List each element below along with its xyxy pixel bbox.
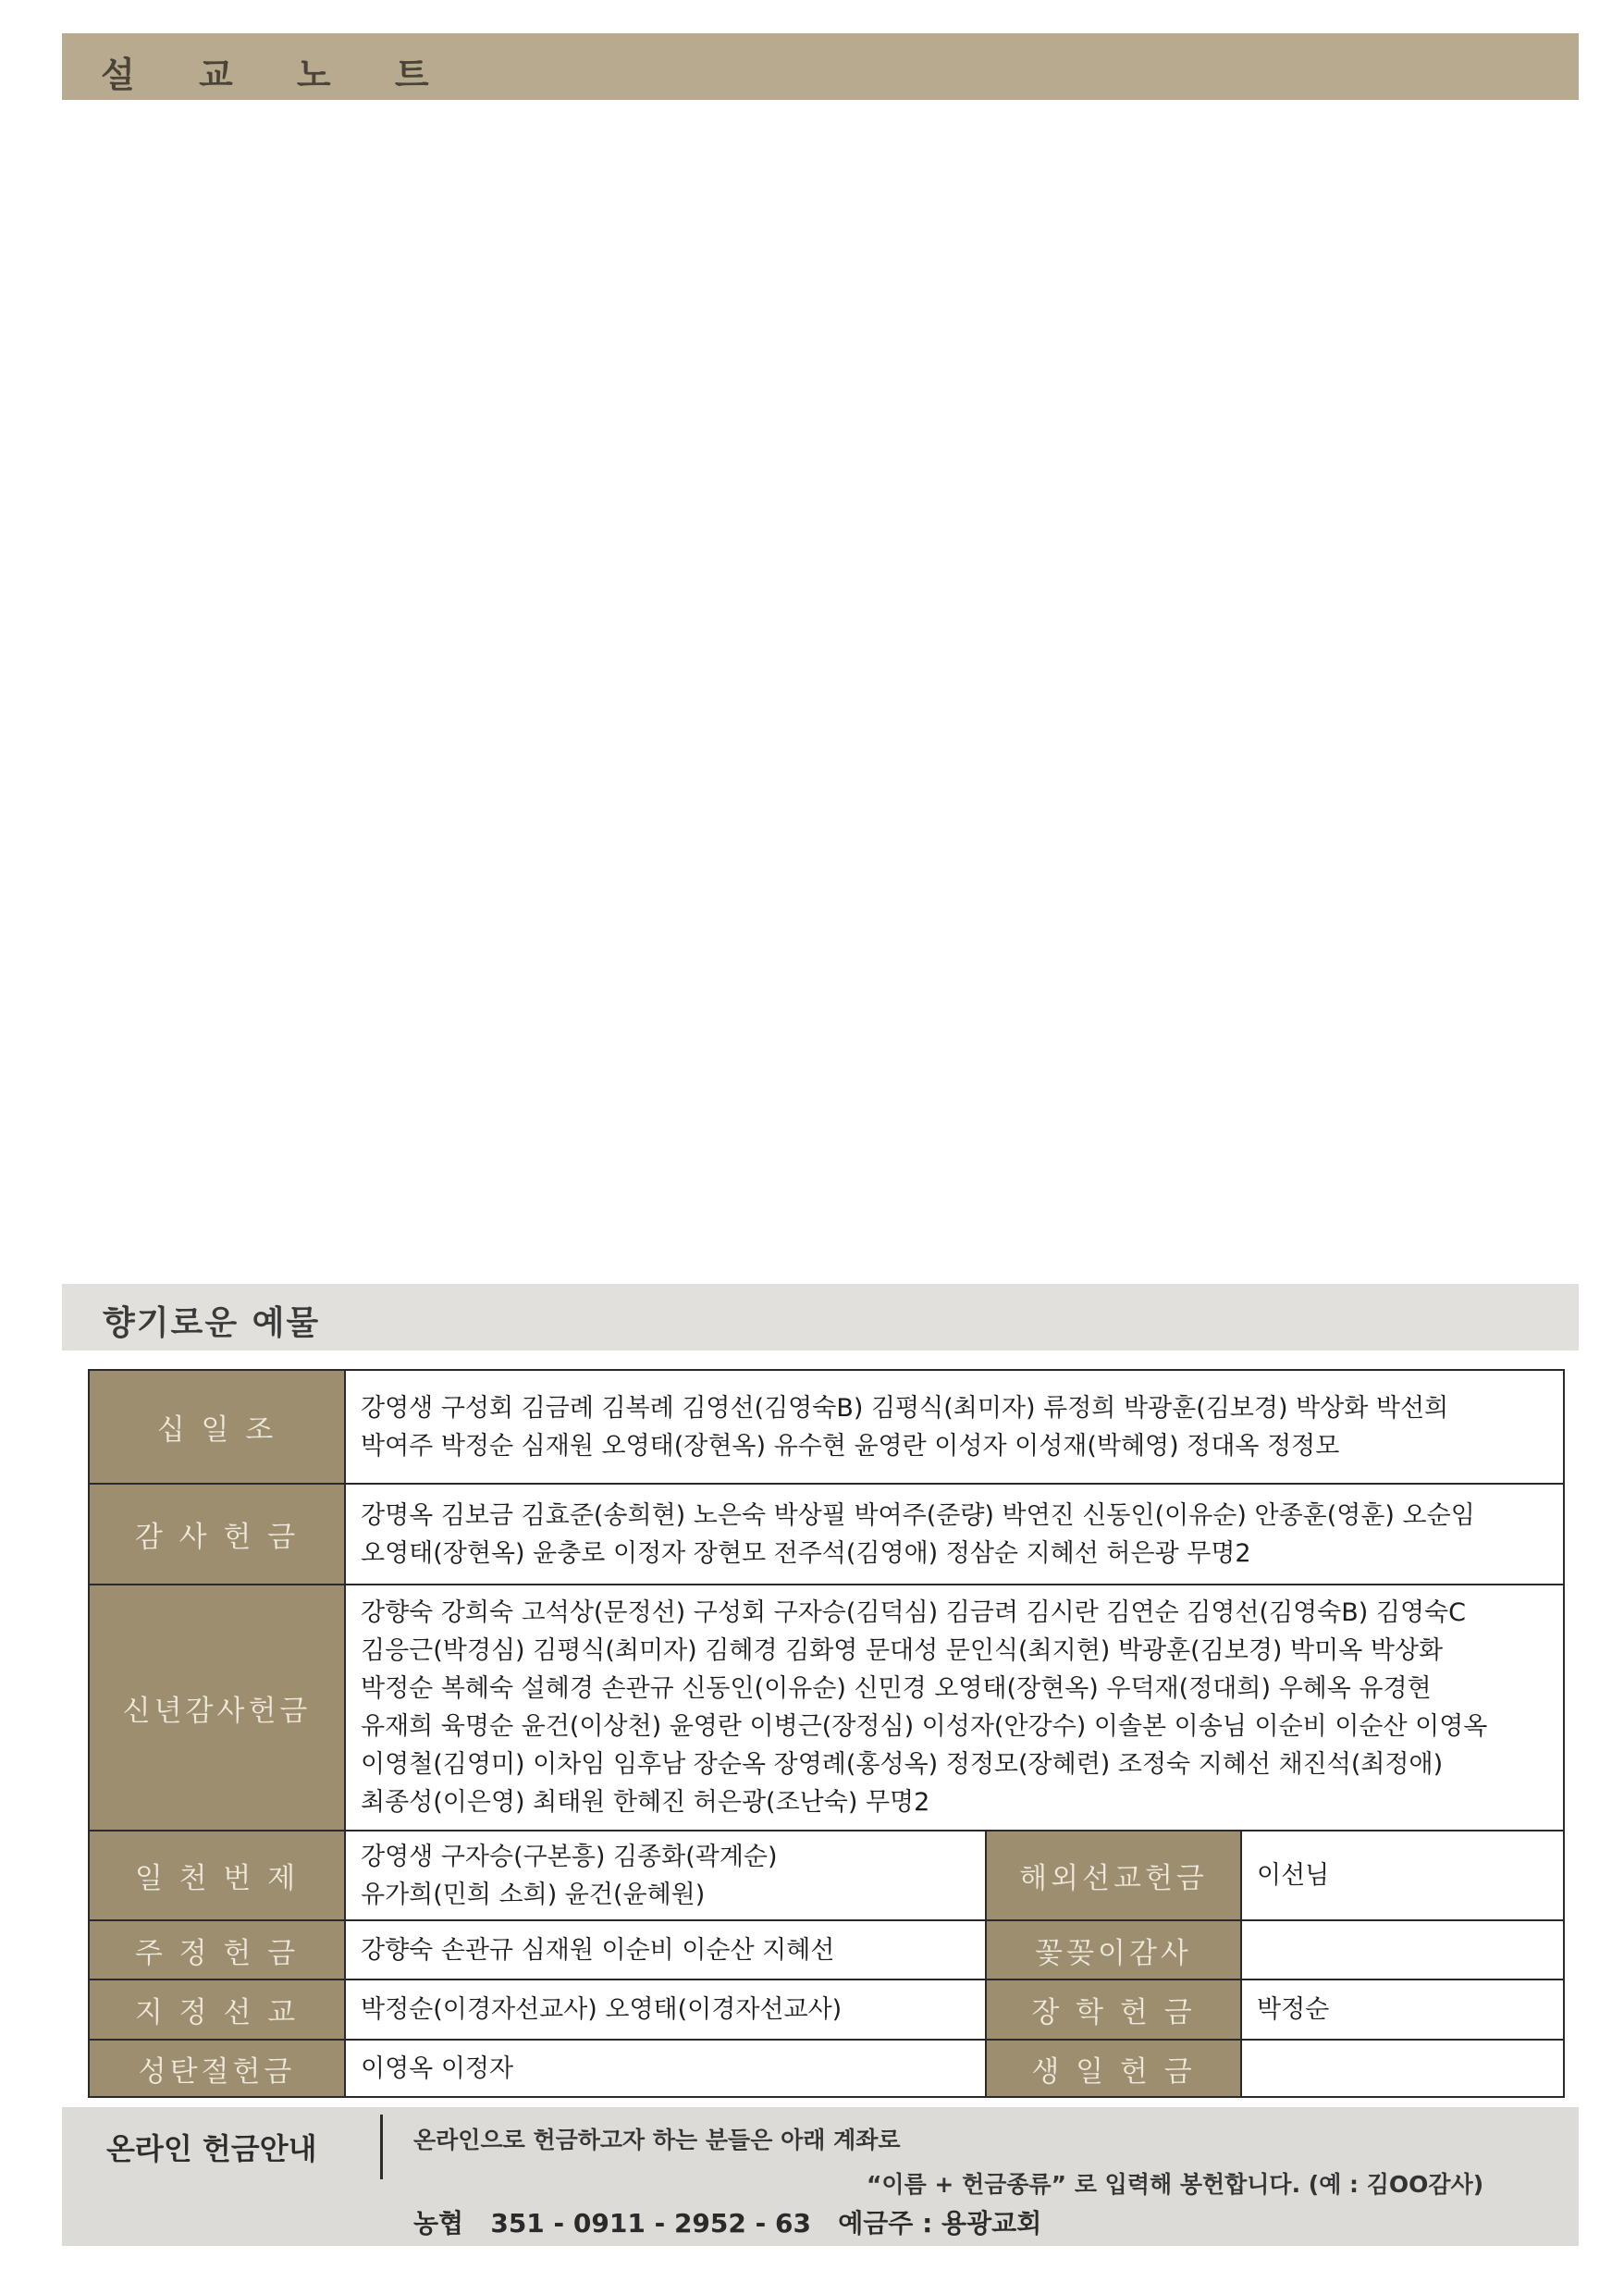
row-label-designated-mission: 지 정 선 교 (89, 1980, 345, 2040)
row-label-new-year-thanksgiving: 신년감사헌금 (89, 1585, 345, 1831)
row-label-tithe: 십 일 조 (89, 1370, 345, 1484)
online-offering-title: 온라인 헌금안내 (106, 2131, 317, 2166)
row-label-overseas-mission: 해외선교헌금 (986, 1831, 1241, 1920)
name-line: 이영옥 이정자 (361, 2054, 514, 2083)
table-row (89, 2040, 1564, 2097)
table-row (89, 1831, 1564, 1920)
bank-account-info: 농협 351 - 0911 - 2952 - 63 예금주 : 용광교회 (413, 2208, 1042, 2238)
row-value-weekly-offering (345, 1920, 986, 1980)
sermon-notes-banner (62, 33, 1579, 100)
row-label-thanksgiving: 감 사 헌 금 (89, 1484, 345, 1585)
page-title: 설 교 노 트 (101, 55, 455, 95)
row-label-weekly-offering: 주 정 헌 금 (89, 1920, 345, 1980)
row-value-flower-thanks (1241, 1920, 1564, 1980)
name-line: 유재희 육명순 윤건(이상천) 윤영란 이병근(장정심) 이성자(안강수) 이솔본 이송님 이순비 이순산 이영옥 (361, 1712, 1488, 1741)
online-offering-panel (62, 2107, 1579, 2246)
name-line: 강명옥 김보금 김효준(송희현) 노은숙 박상필 박여주(준량) 박연진 신동인(이유순) 안종훈(영훈) 오순임 (361, 1500, 1475, 1530)
online-instruction-2: “이름 + 헌금종류” 로 입력해 봉헌합니다. (예 : 김OO감사) (867, 2171, 1484, 2198)
row-label-flower-thanks: 꽃꽂이감사 (986, 1920, 1241, 1980)
name-line: 강영생 구성회 김금례 김복례 김영선(김영숙B) 김평식(최미자) 류정희 박광훈(김보경) 박상화 박선희 (361, 1393, 1449, 1423)
row-value-thanksgiving (345, 1484, 1564, 1585)
row-value-overseas-mission: 이선님 (1241, 1831, 1564, 1920)
name-line: 강향숙 손관규 심재원 이순비 이순산 지혜선 (361, 1935, 835, 1965)
name-line: 이영철(김영미) 이차임 임후남 장순옥 장영례(홍성옥) 정정모(장혜련) 조정숙 지혜선 채진석(최정애) (361, 1750, 1444, 1779)
name-line: 오영태(장현옥) 윤충로 이정자 장현모 전주석(김영애) 정삼순 지혜선 허은광 무명2 (361, 1538, 1251, 1568)
row-value-tithe (345, 1370, 1564, 1484)
name-line: 강영생 구자승(구본흥) 김종화(곽계순) (361, 1842, 778, 1871)
row-value-scholarship: 박정순 (1241, 1980, 1564, 2040)
online-instruction-1: 온라인으로 헌금하고자 하는 분들은 아래 계좌로 (413, 2127, 901, 2153)
row-label-scholarship: 장 학 헌 금 (986, 1980, 1241, 2040)
row-value-birthday-offering (1241, 2040, 1564, 2097)
divider (380, 2115, 383, 2179)
offering-section-header (62, 1284, 1579, 1350)
name-line: 김응근(박경심) 김평식(최미자) 김혜경 김화영 문대성 문인식(최지현) 박광훈(김보경) 박미옥 박상화 (361, 1636, 1444, 1665)
table-row (89, 1484, 1564, 1585)
name-line: 강향숙 강희숙 고석상(문정선) 구성회 구자승(김덕심) 김금려 김시란 김연순 김영선(김영숙B) 김영숙C (361, 1598, 1467, 1627)
table-row (89, 1370, 1564, 1484)
name-line: 박정순 복혜숙 설혜경 손관규 신동인(이유순) 신민경 오영태(장현옥) 우덕재(정대희) 우혜옥 유경현 (361, 1674, 1432, 1703)
row-label-thousand-offering: 일 천 번 제 (89, 1831, 345, 1920)
name-line: 박여주 박정순 심재원 오영태(장현옥) 유수현 윤영란 이성자 이성재(박혜영) 정대옥 정정모 (361, 1431, 1340, 1461)
name-line: 박정순(이경자선교사) 오영태(이경자선교사) (361, 1995, 843, 2024)
offering-table (88, 1369, 1565, 2098)
row-value-designated-mission (345, 1980, 986, 2040)
row-label-birthday-offering: 생 일 헌 금 (986, 2040, 1241, 2097)
offering-section-title: 향기로운 예물 (103, 1304, 321, 1342)
name-line: 최종성(이은영) 최태원 한혜진 허은광(조난숙) 무명2 (361, 1788, 930, 1817)
row-value-thousand-offering (345, 1831, 986, 1920)
table-row (89, 1920, 1564, 1980)
table-row (89, 1980, 1564, 2040)
row-label-christmas-offering: 성탄절헌금 (89, 2040, 345, 2097)
name-line: 유가희(민희 소희) 윤건(윤혜원) (361, 1880, 706, 1909)
row-value-new-year-thanksgiving (345, 1585, 1564, 1831)
table-row (89, 1585, 1564, 1831)
row-value-christmas-offering (345, 2040, 986, 2097)
